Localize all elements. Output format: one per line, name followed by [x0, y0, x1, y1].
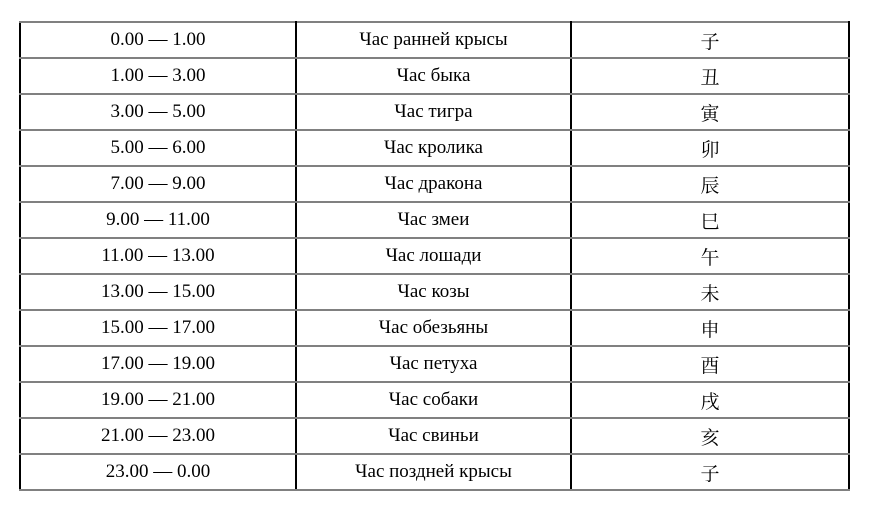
- time-range-cell: 15.00 — 17.00: [20, 310, 296, 346]
- table-row: [20, 274, 849, 310]
- hour-name-cell: Час лошади: [296, 238, 571, 274]
- earthly-branch-cell: 子: [571, 454, 849, 490]
- table-row: [20, 238, 849, 274]
- time-range-cell: 0.00 — 1.00: [20, 22, 296, 58]
- table-row: [20, 454, 849, 490]
- zodiac-hours-table-body: [20, 22, 849, 490]
- earthly-branch-cell: 午: [571, 238, 849, 274]
- hour-name-cell: Час дракона: [296, 166, 571, 202]
- hour-name-cell: Час тигра: [296, 94, 571, 130]
- hour-name-cell: Час обезьяны: [296, 310, 571, 346]
- earthly-branch-cell: 子: [571, 22, 849, 58]
- table-row: [20, 346, 849, 382]
- time-range-cell: 21.00 — 23.00: [20, 418, 296, 454]
- time-range-cell: 19.00 — 21.00: [20, 382, 296, 418]
- earthly-branch-cell: 寅: [571, 94, 849, 130]
- time-range-cell: 7.00 — 9.00: [20, 166, 296, 202]
- hour-name-cell: Час кролика: [296, 130, 571, 166]
- time-range-cell: 17.00 — 19.00: [20, 346, 296, 382]
- table-row: [20, 130, 849, 166]
- zodiac-hours-table: [19, 21, 850, 491]
- time-range-cell: 23.00 — 0.00: [20, 454, 296, 490]
- earthly-branch-cell: 丑: [571, 58, 849, 94]
- time-range-cell: 5.00 — 6.00: [20, 130, 296, 166]
- earthly-branch-cell: 辰: [571, 166, 849, 202]
- earthly-branch-cell: 未: [571, 274, 849, 310]
- table-row: [20, 94, 849, 130]
- table-row: [20, 382, 849, 418]
- hour-name-cell: Час быка: [296, 58, 571, 94]
- table-row: [20, 418, 849, 454]
- hour-name-cell: Час свиньи: [296, 418, 571, 454]
- hour-name-cell: Час ранней крысы: [296, 22, 571, 58]
- table-row: [20, 22, 849, 58]
- table-row: [20, 310, 849, 346]
- earthly-branch-cell: 酉: [571, 346, 849, 382]
- earthly-branch-cell: 亥: [571, 418, 849, 454]
- hour-name-cell: Час змеи: [296, 202, 571, 238]
- table-row: [20, 58, 849, 94]
- table-row: [20, 202, 849, 238]
- time-range-cell: 3.00 — 5.00: [20, 94, 296, 130]
- earthly-branch-cell: 戌: [571, 382, 849, 418]
- hour-name-cell: Час петуха: [296, 346, 571, 382]
- earthly-branch-cell: 巳: [571, 202, 849, 238]
- time-range-cell: 13.00 — 15.00: [20, 274, 296, 310]
- time-range-cell: 9.00 — 11.00: [20, 202, 296, 238]
- table-row: [20, 166, 849, 202]
- hour-name-cell: Час собаки: [296, 382, 571, 418]
- earthly-branch-cell: 申: [571, 310, 849, 346]
- hour-name-cell: Час козы: [296, 274, 571, 310]
- time-range-cell: 11.00 — 13.00: [20, 238, 296, 274]
- hour-name-cell: Час поздней крысы: [296, 454, 571, 490]
- time-range-cell: 1.00 — 3.00: [20, 58, 296, 94]
- earthly-branch-cell: 卯: [571, 130, 849, 166]
